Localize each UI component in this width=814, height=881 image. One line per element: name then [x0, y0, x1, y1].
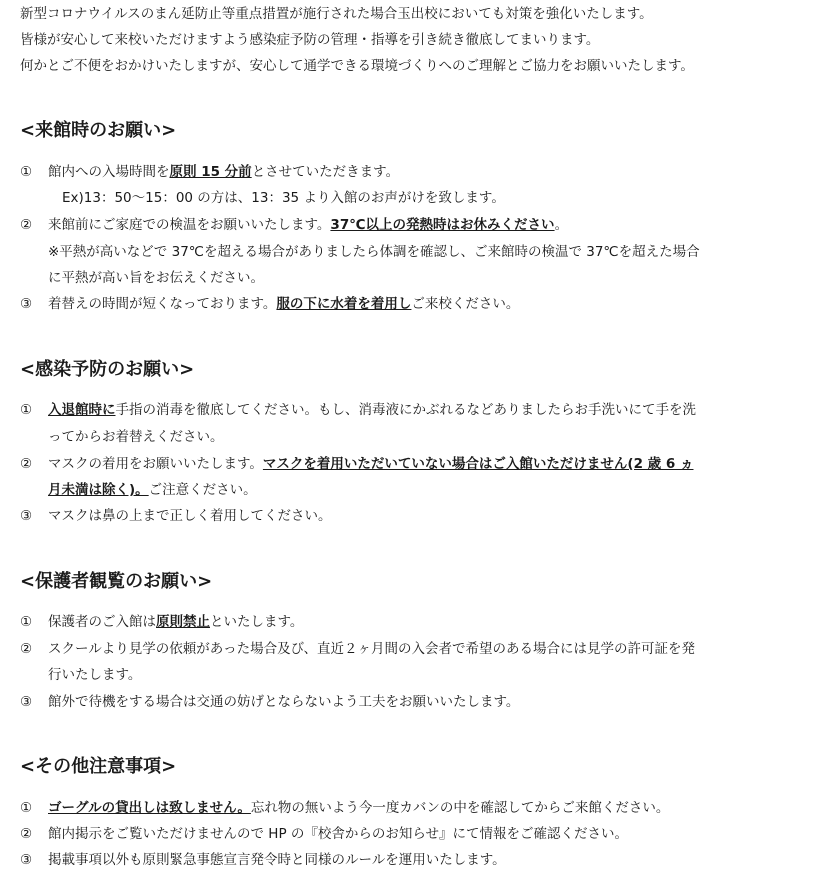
- s2-item2-continued: 月未満は除く)。ご注意ください。: [48, 482, 257, 498]
- intro-line-3: 何かとご不便をおかけいたしますが、安心して通学できる環境づくりへのご理解とご協力をお願いいたします。: [20, 58, 694, 74]
- s2-item3-number: ③: [20, 508, 33, 524]
- s3-item1-emphasis: 原則禁止: [156, 614, 210, 630]
- s4-item2-text: 館内掲示をご覧いただけませんので HP の『校舎からのお知らせ』にて情報をご確認ください。: [48, 826, 628, 842]
- s1-item3-emphasis: 服の下に水着を着用し: [276, 296, 412, 312]
- s2-item2-number: ②: [20, 456, 33, 472]
- s4-item1-number: ①: [20, 800, 33, 816]
- s1-item2-text: 来館前にご家庭での検温をお願いいたします。37℃以上の発熱時はお休みください。: [48, 217, 569, 233]
- section-heading-guardian-viewing: <保護者観覧のお願い>: [20, 571, 213, 592]
- s3-item1-number: ①: [20, 614, 33, 630]
- s1-item2-note-2: に平熱が高い旨をお伝えください。: [48, 270, 264, 286]
- s2-item1-emphasis: 入退館時に: [48, 402, 116, 418]
- s4-item1-text: ゴーグルの貸出しは致しません。忘れ物の無いよう今一度カバンの中を確認してからご来館ください。: [48, 800, 670, 816]
- section-heading-infection-prevention: <感染予防のお願い>: [20, 359, 195, 380]
- section-heading-arrival: <来館時のお願い>: [20, 120, 177, 141]
- s1-item1-example: Ex)13：50～15：00 の方は、13：35 より入館のお声がけを致します。: [62, 190, 505, 206]
- s3-item2-continued: 行いたします。: [48, 667, 142, 683]
- s1-item3-number: ③: [20, 296, 33, 312]
- s1-item2-number: ②: [20, 217, 33, 233]
- s1-item1-emphasis: 原則 15 分前: [169, 164, 252, 180]
- s1-item1-text: 館内への入場時間を原則 15 分前とさせていただきます。: [48, 164, 400, 180]
- s3-item2-text: スクールより見学の依頼があった場合及び、直近２ヶ月間の入会者で希望のある場合には見学の許可証を発: [48, 641, 696, 657]
- intro-line-2: 皆様が安心して来校いただけますよう感染症予防の管理・指導を引き続き徹底してまいります。: [20, 32, 600, 48]
- s3-item2-number: ②: [20, 641, 33, 657]
- s4-item3-text: 掲載事項以外も原則緊急事態宣言発令時と同様のルールを運用いたします。: [48, 852, 506, 868]
- s2-item3-text: マスクは鼻の上まで正しく着用してください。: [48, 508, 332, 524]
- s1-item1-number: ①: [20, 164, 33, 180]
- s3-item1-text: 保護者のご入館は原則禁止といたします。: [48, 614, 304, 630]
- s2-item1-text: 入退館時に手指の消毒を徹底してください。もし、消毒液にかぶれるなどありましたらお手洗いにて手を洗: [48, 402, 696, 418]
- s1-item3-text: 着替えの時間が短くなっております。服の下に水着を着用しご来校ください。: [48, 296, 520, 312]
- s4-item1-emphasis: ゴーグルの貸出しは致しません。: [48, 800, 251, 816]
- s2-item1-continued: ってからお着替えください。: [48, 429, 224, 445]
- s3-item3-number: ③: [20, 694, 33, 710]
- s2-item2-emphasis: マスクを着用いただいていない場合はご入館いただけません(2 歳 6 ヵ: [262, 456, 694, 472]
- section-heading-other-notes: <その他注意事項>: [20, 756, 177, 777]
- s4-item2-number: ②: [20, 826, 33, 842]
- s2-item2-text: マスクの着用をお願いいたします。マスクを着用いただいていない場合はご入館いただけません(2 歳 6 ヵ: [48, 456, 694, 472]
- s3-item3-text: 館外で待機をする場合は交通の妨げとならないよう工夫をお願いいたします。: [48, 694, 520, 710]
- s1-item2-note-1: ※平熱が高いなどで 37℃を超える場合がありましたら体調を確認し、ご来館時の検温で 37℃を超えた場合: [48, 244, 700, 260]
- intro-line-1: 新型コロナウイルスのまん延防止等重点措置が施行された場合玉出校においても対策を強化いたします。: [20, 6, 653, 22]
- s2-item2-emphasis-cont: 月未満は除く)。: [48, 482, 149, 498]
- s2-item1-number: ①: [20, 402, 33, 418]
- s1-item2-emphasis: 37℃以上の発熱時はお休みください: [330, 217, 555, 233]
- s4-item3-number: ③: [20, 852, 33, 868]
